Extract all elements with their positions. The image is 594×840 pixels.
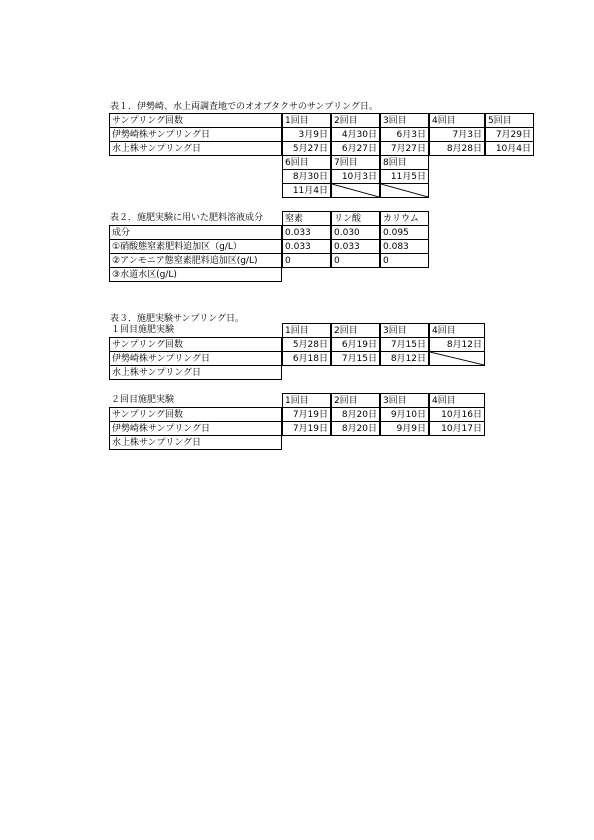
table3-cell: 7月15日 xyxy=(331,351,380,366)
table3-cell: 7月19日 xyxy=(282,421,331,436)
table2-cell: 0 xyxy=(331,253,380,268)
table1-col-2: 2回目 xyxy=(331,113,380,128)
table3-part2-col: 1回目 xyxy=(282,393,331,408)
table1-col-8: 8回目 xyxy=(380,155,429,170)
table2-row-label: ③水道水区(g/L) xyxy=(109,267,282,282)
table1-cell: 10月3日 xyxy=(331,169,380,184)
table3-empty-cell xyxy=(429,351,485,366)
table2-cell: 0.033 xyxy=(282,239,331,254)
table1-cell: 7月3日 xyxy=(429,127,485,142)
table2-col-nitrogen: 窒素 xyxy=(282,211,331,226)
table1-cell: 4月30日 xyxy=(331,127,380,142)
table1-caption: 表１．伊勢崎、水上両調査地でのオオブタクサのサンプリング日。 xyxy=(110,102,378,112)
table3-part1-title: １回目施肥実験 xyxy=(109,323,282,338)
table1-col-5: 5回目 xyxy=(485,113,534,128)
diagonal-slash-icon xyxy=(430,352,484,365)
table3-cell: 6月18日 xyxy=(282,351,331,366)
table2-cell: 0.083 xyxy=(380,239,429,254)
table3-part2-row-label: 伊勢崎株サンプリング日 xyxy=(109,421,282,436)
table2-row-label: ②アンモニア態窒素肥料追加区(g/L) xyxy=(109,253,282,268)
table2-cell: 0.033 xyxy=(282,225,331,240)
table2-row-label: ①硝酸態窒素肥料追加区（g/L） xyxy=(109,239,282,254)
table1-empty-cell xyxy=(331,183,380,198)
table1-col-7: 7回目 xyxy=(331,155,380,170)
table1-cell: 5月27日 xyxy=(282,141,331,156)
table2-cell: 0 xyxy=(380,253,429,268)
table3-part1-row-label: 伊勢崎株サンプリング日 xyxy=(109,351,282,366)
diagonal-slash-icon xyxy=(332,184,379,197)
table2-cell: 0.095 xyxy=(380,225,429,240)
table3-cell: 5月28日 xyxy=(282,337,331,352)
table1-col-4: 4回目 xyxy=(429,113,485,128)
table1-cell: 6月3日 xyxy=(380,127,429,142)
table3-part2-col: 3回目 xyxy=(380,393,429,408)
table1-cell: 8月30日 xyxy=(282,169,331,184)
table3-cell: 7月19日 xyxy=(282,407,331,422)
table1-row-minakami-label: 水上株サンプリング日 xyxy=(109,141,282,156)
table3-part1-col: 3回目 xyxy=(380,323,429,338)
table1-empty-cell xyxy=(380,183,429,198)
table3-part2-col: 2回目 xyxy=(331,393,380,408)
table1-col-6: 6回目 xyxy=(282,155,331,170)
table3-part2-row-label: サンプリング回数 xyxy=(109,407,282,422)
table3-part1-row-label: 水上株サンプリング日 xyxy=(109,365,282,380)
table3-part2-row-label: 水上株サンプリング日 xyxy=(109,435,282,450)
table3-cell: 10月17日 xyxy=(429,421,485,436)
table2-row-label: 成分 xyxy=(109,225,282,240)
table3-part1-col: 1回目 xyxy=(282,323,331,338)
table3-part1-col: 4回目 xyxy=(429,323,485,338)
table2-col-phosphate: リン酸 xyxy=(331,211,380,226)
table3-part1-col: 2回目 xyxy=(331,323,380,338)
table3-cell: 8月20日 xyxy=(331,421,380,436)
table2-cell: 0.033 xyxy=(331,239,380,254)
table3-cell: 8月12日 xyxy=(380,351,429,366)
table1-row-isesaki-label: 伊勢崎株サンプリング日 xyxy=(109,127,282,142)
table1-cell: 6月27日 xyxy=(331,141,380,156)
table1-col-1: 1回目 xyxy=(282,113,331,128)
table2-col-potassium: カリウム xyxy=(380,211,429,226)
table3-cell: 8月12日 xyxy=(429,337,485,352)
diagonal-slash-icon xyxy=(381,184,428,197)
table3-caption: 表３．施肥実験サンプリング日。 xyxy=(110,314,245,324)
table1-cell: 11月5日 xyxy=(380,169,429,184)
table1-cell: 3月9日 xyxy=(282,127,331,142)
table3-part2-title: ２回目施肥実験 xyxy=(109,393,282,408)
table3-cell: 9月9日 xyxy=(380,421,429,436)
table3-cell: 9月10日 xyxy=(380,407,429,422)
table3-cell: 7月15日 xyxy=(380,337,429,352)
table2-cell: 0 xyxy=(282,253,331,268)
table1-col-3: 3回目 xyxy=(380,113,429,128)
table2-cell: 0.030 xyxy=(331,225,380,240)
table3-cell: 10月16日 xyxy=(429,407,485,422)
table3-cell: 8月20日 xyxy=(331,407,380,422)
table3-cell: 6月19日 xyxy=(331,337,380,352)
table3-part2-col: 4回目 xyxy=(429,393,485,408)
table1-cell: 7月27日 xyxy=(380,141,429,156)
table3-part1-row-label: サンプリング回数 xyxy=(109,337,282,352)
table1-header-label: サンプリング回数 xyxy=(109,113,282,128)
table1-cell: 8月28日 xyxy=(429,141,485,156)
table1-cell: 7月29日 xyxy=(485,127,534,142)
table2-caption: 表２．施肥実験に用いた肥料溶液成分 xyxy=(109,211,282,226)
table1-cell: 10月4日 xyxy=(485,141,534,156)
table1-cell: 11月4日 xyxy=(282,183,331,198)
